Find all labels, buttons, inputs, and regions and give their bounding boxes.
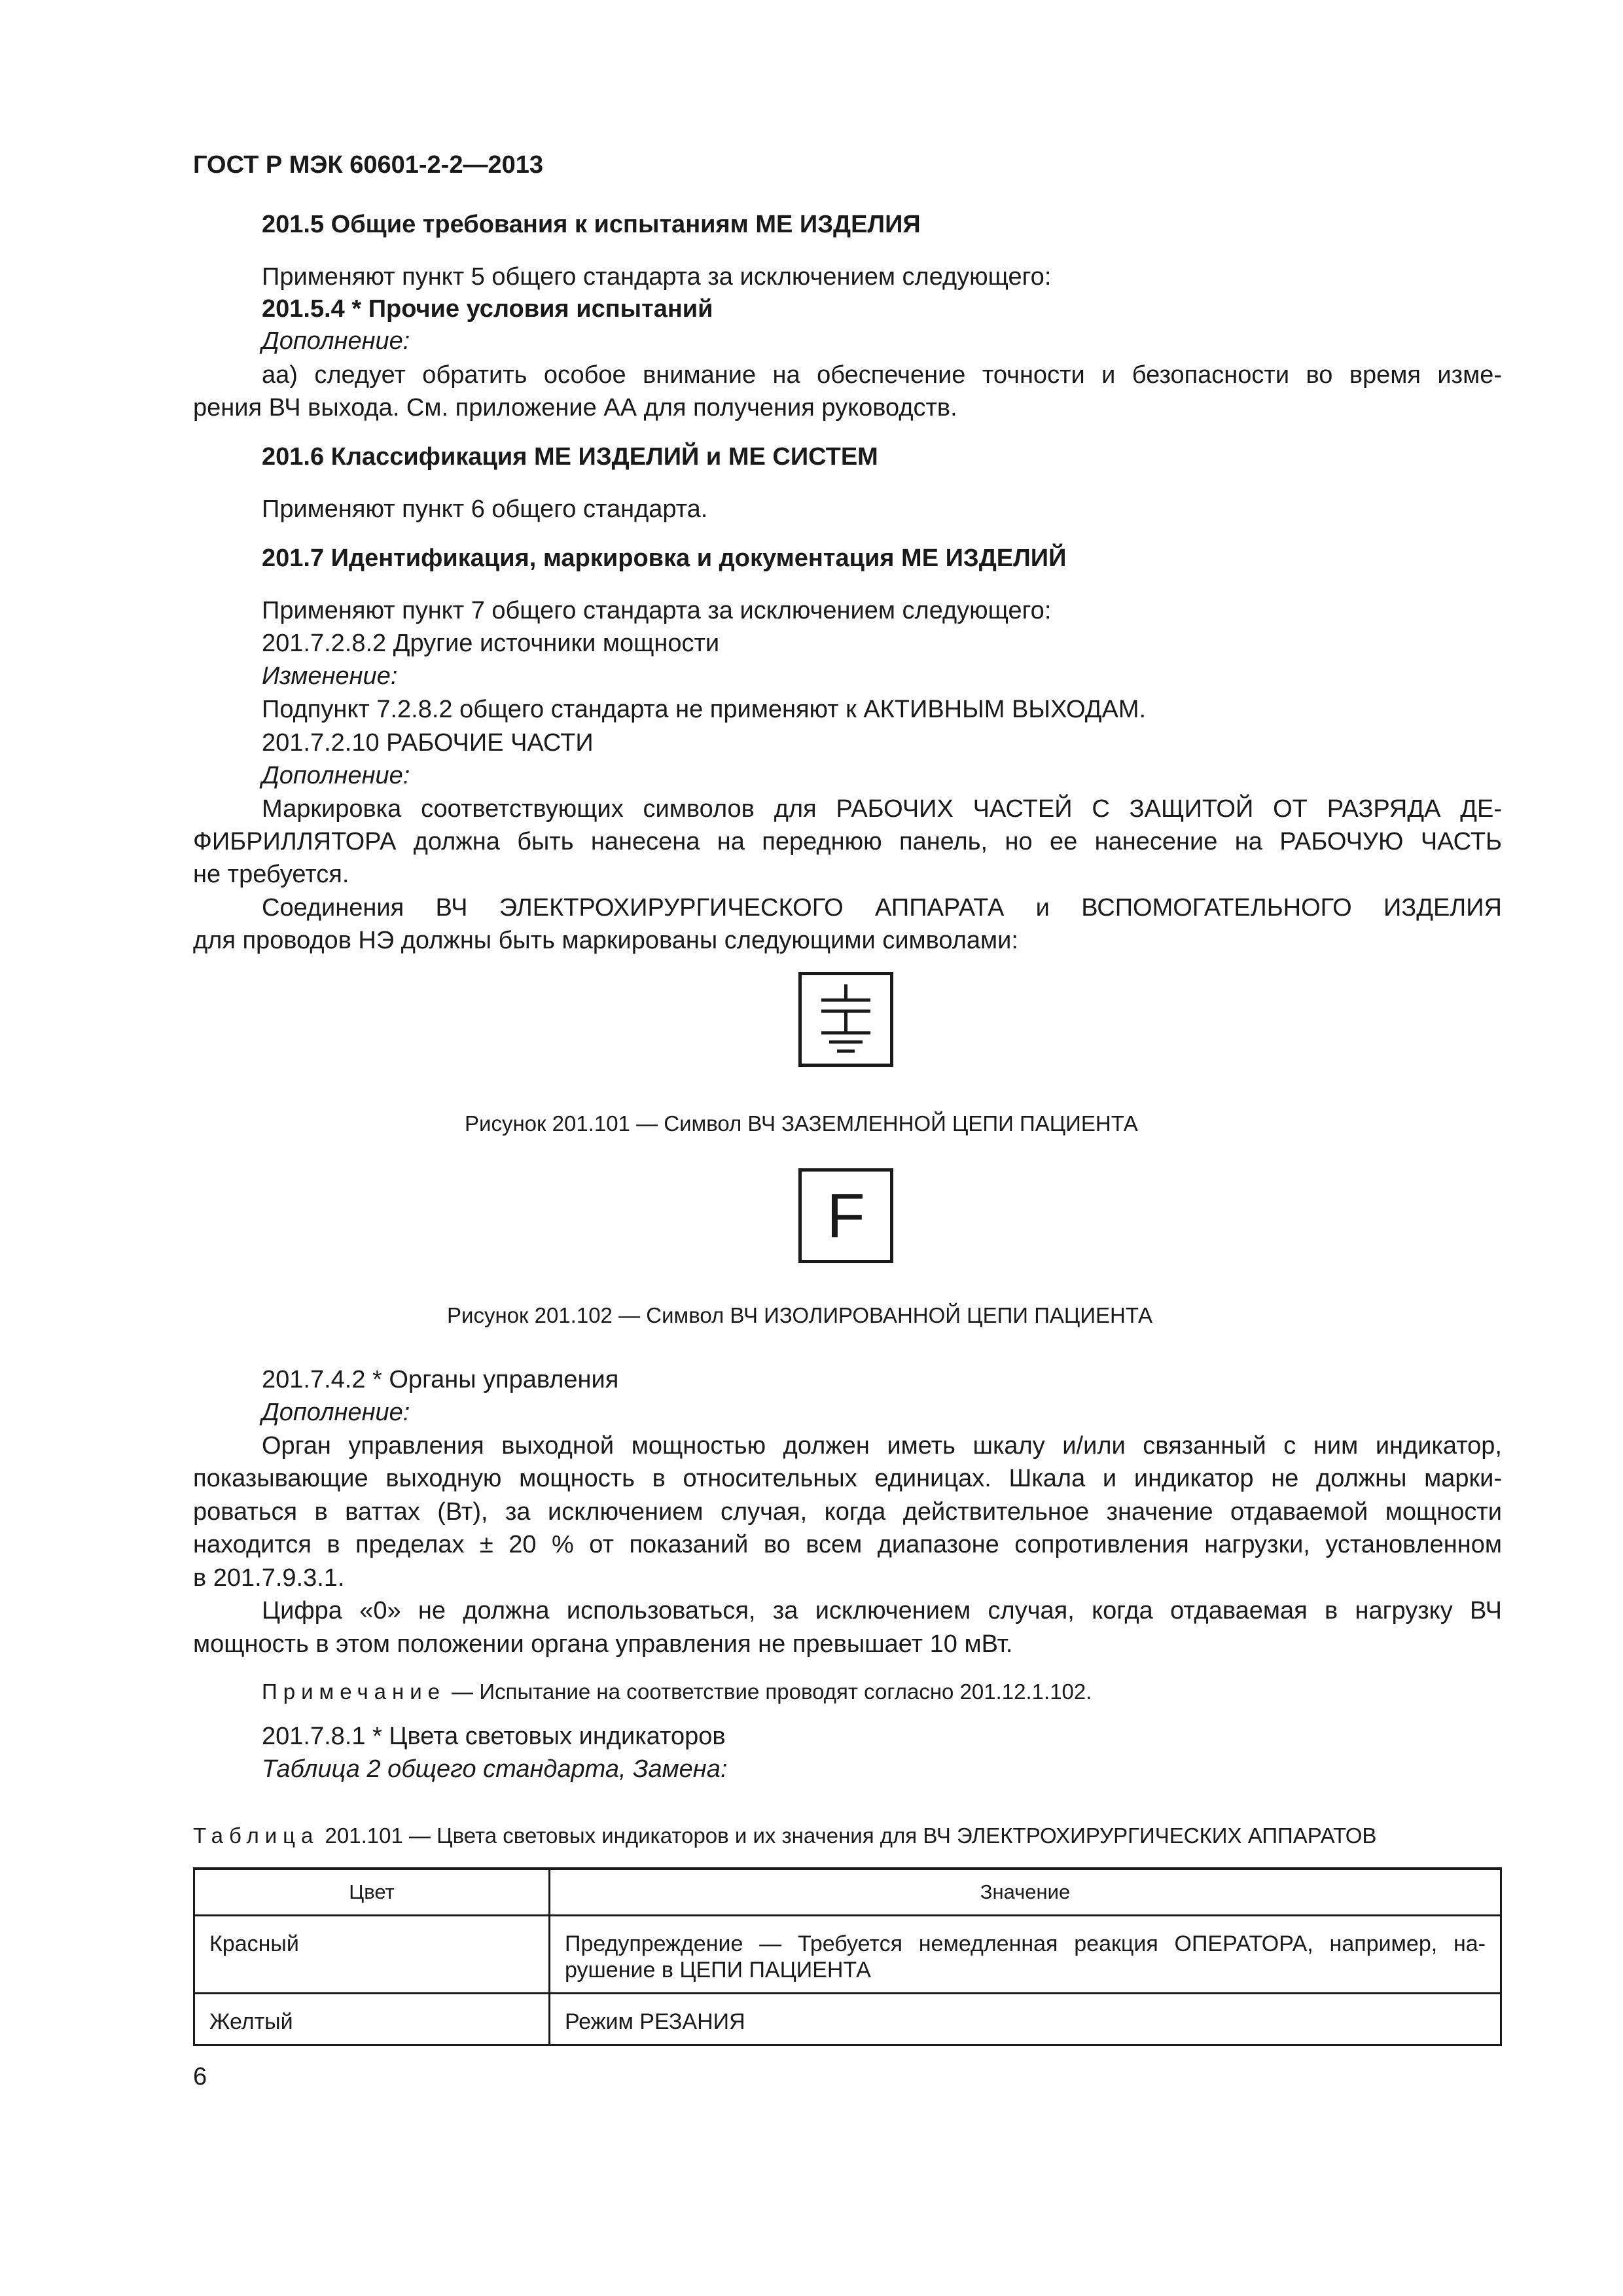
addition-label: Дополнение:	[262, 762, 410, 789]
hf-earthed-patient-circuit-symbol	[798, 972, 893, 1067]
paragraph-line: Маркировка соответствующих символов для РАБОЧИХ ЧАСТЕЙ С ЗАЩИТОЙ ОТ РАЗРЯДА ДЕ-	[262, 795, 1502, 823]
subsection-heading-201-7-8-1: 201.7.8.1 * Цвета световых индикаторов	[262, 1723, 726, 1750]
section-201-5-intro: Применяют пункт 5 общего стандарта за исключением следующего:	[262, 263, 1052, 291]
earth-capacitor-icon	[802, 975, 890, 1064]
table-caption-text: 201.101 — Цвета световых индикаторов и их значения для ВЧ ЭЛЕКТРОХИРУРГИЧЕСКИХ АППАРАТОВ	[319, 1823, 1377, 1848]
column-header-meaning: Значение	[550, 1869, 1501, 1916]
paragraph-line: Орган управления выходной мощностью должен иметь шкалу и/или связанный с ним индикатор,	[262, 1432, 1502, 1460]
section-heading-201-5: 201.5 Общие требования к испытаниям МЕ ИЗДЕЛИЯ	[262, 211, 921, 238]
f-letter-icon: F	[827, 1180, 865, 1251]
table-cell-meaning	[550, 1994, 1501, 2045]
note-label: Примечание	[262, 1679, 446, 1704]
paragraph-line: Цифра «0» не должна использоваться, за исключением случая, когда отдаваемая в нагрузку ВЧ	[262, 1597, 1502, 1624]
subsection-heading-201-7-2-10: 201.7.2.10 РАБОЧИЕ ЧАСТИ	[262, 729, 594, 757]
section-heading-201-6: 201.6 Классификация МЕ ИЗДЕЛИЙ и МЕ СИСТЕМ	[262, 443, 878, 471]
paragraph-line: Соединения ВЧ ЭЛЕКТРОХИРУРГИЧЕСКОГО АППАРАТА и ВСПОМОГАТЕЛЬНОГО ИЗДЕЛИЯ	[262, 894, 1502, 922]
section-heading-201-7: 201.7 Идентификация, маркировка и документация МЕ ИЗДЕЛИЙ	[262, 545, 1067, 572]
table-cell-color: Красный	[194, 1916, 550, 1994]
table-cell-meaning	[550, 1916, 1501, 1994]
table-cell-meaning-line: Режим РЕЗАНИЯ	[565, 2009, 745, 2034]
paragraph-line: аа) следует обратить особое внимание на обеспечение точности и безопасности во время изме-	[262, 361, 1502, 389]
section-201-7-intro: Применяют пункт 7 общего стандарта за исключением следующего:	[262, 597, 1052, 624]
paragraph-line: рения ВЧ выхода. См. приложение АА для получения руководств.	[193, 394, 957, 422]
paragraph-line: ФИБРИЛЛЯТОРА должна быть нанесена на переднюю панель, но ее нанесение на РАБОЧУЮ ЧАСТЬ	[193, 828, 1502, 855]
document-header: ГОСТ Р МЭК 60601-2-2—2013	[193, 151, 543, 179]
column-header-color: Цвет	[194, 1869, 550, 1916]
note	[262, 1679, 1092, 1705]
table-cell-meaning-line: Предупреждение — Требуется немедленная реакция ОПЕРАТОРА, например, на-	[565, 1931, 1486, 1956]
paragraph-line: в 201.7.9.3.1.	[193, 1564, 345, 1592]
paragraph-line: мощность в этом положении органа управления не превышает 10 мВт.	[193, 1630, 1013, 1658]
page-number: 6	[193, 2063, 207, 2090]
table-caption-label: Таблица	[193, 1823, 319, 1848]
paragraph-line: показывающие выходную мощность в относительных единицах. Шкала и индикатор не должны марки-	[193, 1465, 1502, 1492]
hf-isolated-patient-circuit-symbol	[798, 1168, 893, 1263]
paragraph-line: не требуется.	[193, 861, 349, 888]
section-201-6-text: Применяют пункт 6 общего стандарта.	[262, 495, 708, 523]
note-text: — Испытание на соответствие проводят согласно 201.12.1.102.	[446, 1679, 1092, 1704]
paragraph-line: для проводов НЭ должны быть маркированы следующими символами:	[193, 927, 1018, 954]
table-row	[194, 1994, 1501, 2045]
table-cell-meaning-line: рушение в ЦЕПИ ПАЦИЕНТА	[565, 1958, 871, 1982]
subsection-heading-201-5-4: 201.5.4 * Прочие условия испытаний	[262, 295, 713, 323]
subsection-heading-201-7-4-2: 201.7.4.2 * Органы управления	[262, 1366, 619, 1393]
figure-caption-201-101: Рисунок 201.101 — Символ ВЧ ЗАЗЕМЛЕННОЙ ЦЕПИ ПАЦИЕНТА	[465, 1111, 1138, 1136]
subsection-201-7-2-8-2-text: Подпункт 7.2.8.2 общего стандарта не применяют к АКТИВНЫМ ВЫХОДАМ.	[262, 696, 1147, 723]
table-header-row	[194, 1869, 1501, 1916]
replacement-label: Таблица 2 общего стандарта, Замена:	[262, 1755, 728, 1783]
paragraph-line: находится в пределах ± 20 % от показаний во всем диапазоне сопротивления нагрузки, установленном	[193, 1531, 1502, 1558]
table-caption	[193, 1823, 1376, 1849]
indicator-colors-table	[193, 1867, 1502, 2046]
paragraph-line: роваться в ваттах (Вт), за исключением случая, когда действительное значение отдаваемой мощности	[193, 1498, 1502, 1526]
change-label: Изменение:	[262, 662, 398, 690]
subsection-heading-201-7-2-8-2: 201.7.2.8.2 Другие источники мощности	[262, 630, 720, 657]
table-cell-color: Желтый	[194, 1994, 550, 2045]
figure-caption-201-102: Рисунок 201.102 — Символ ВЧ ИЗОЛИРОВАННОЙ ЦЕПИ ПАЦИЕНТА	[447, 1303, 1152, 1327]
addition-label: Дополнение:	[262, 1399, 410, 1426]
table-row	[194, 1916, 1501, 1994]
addition-label: Дополнение:	[262, 327, 410, 355]
